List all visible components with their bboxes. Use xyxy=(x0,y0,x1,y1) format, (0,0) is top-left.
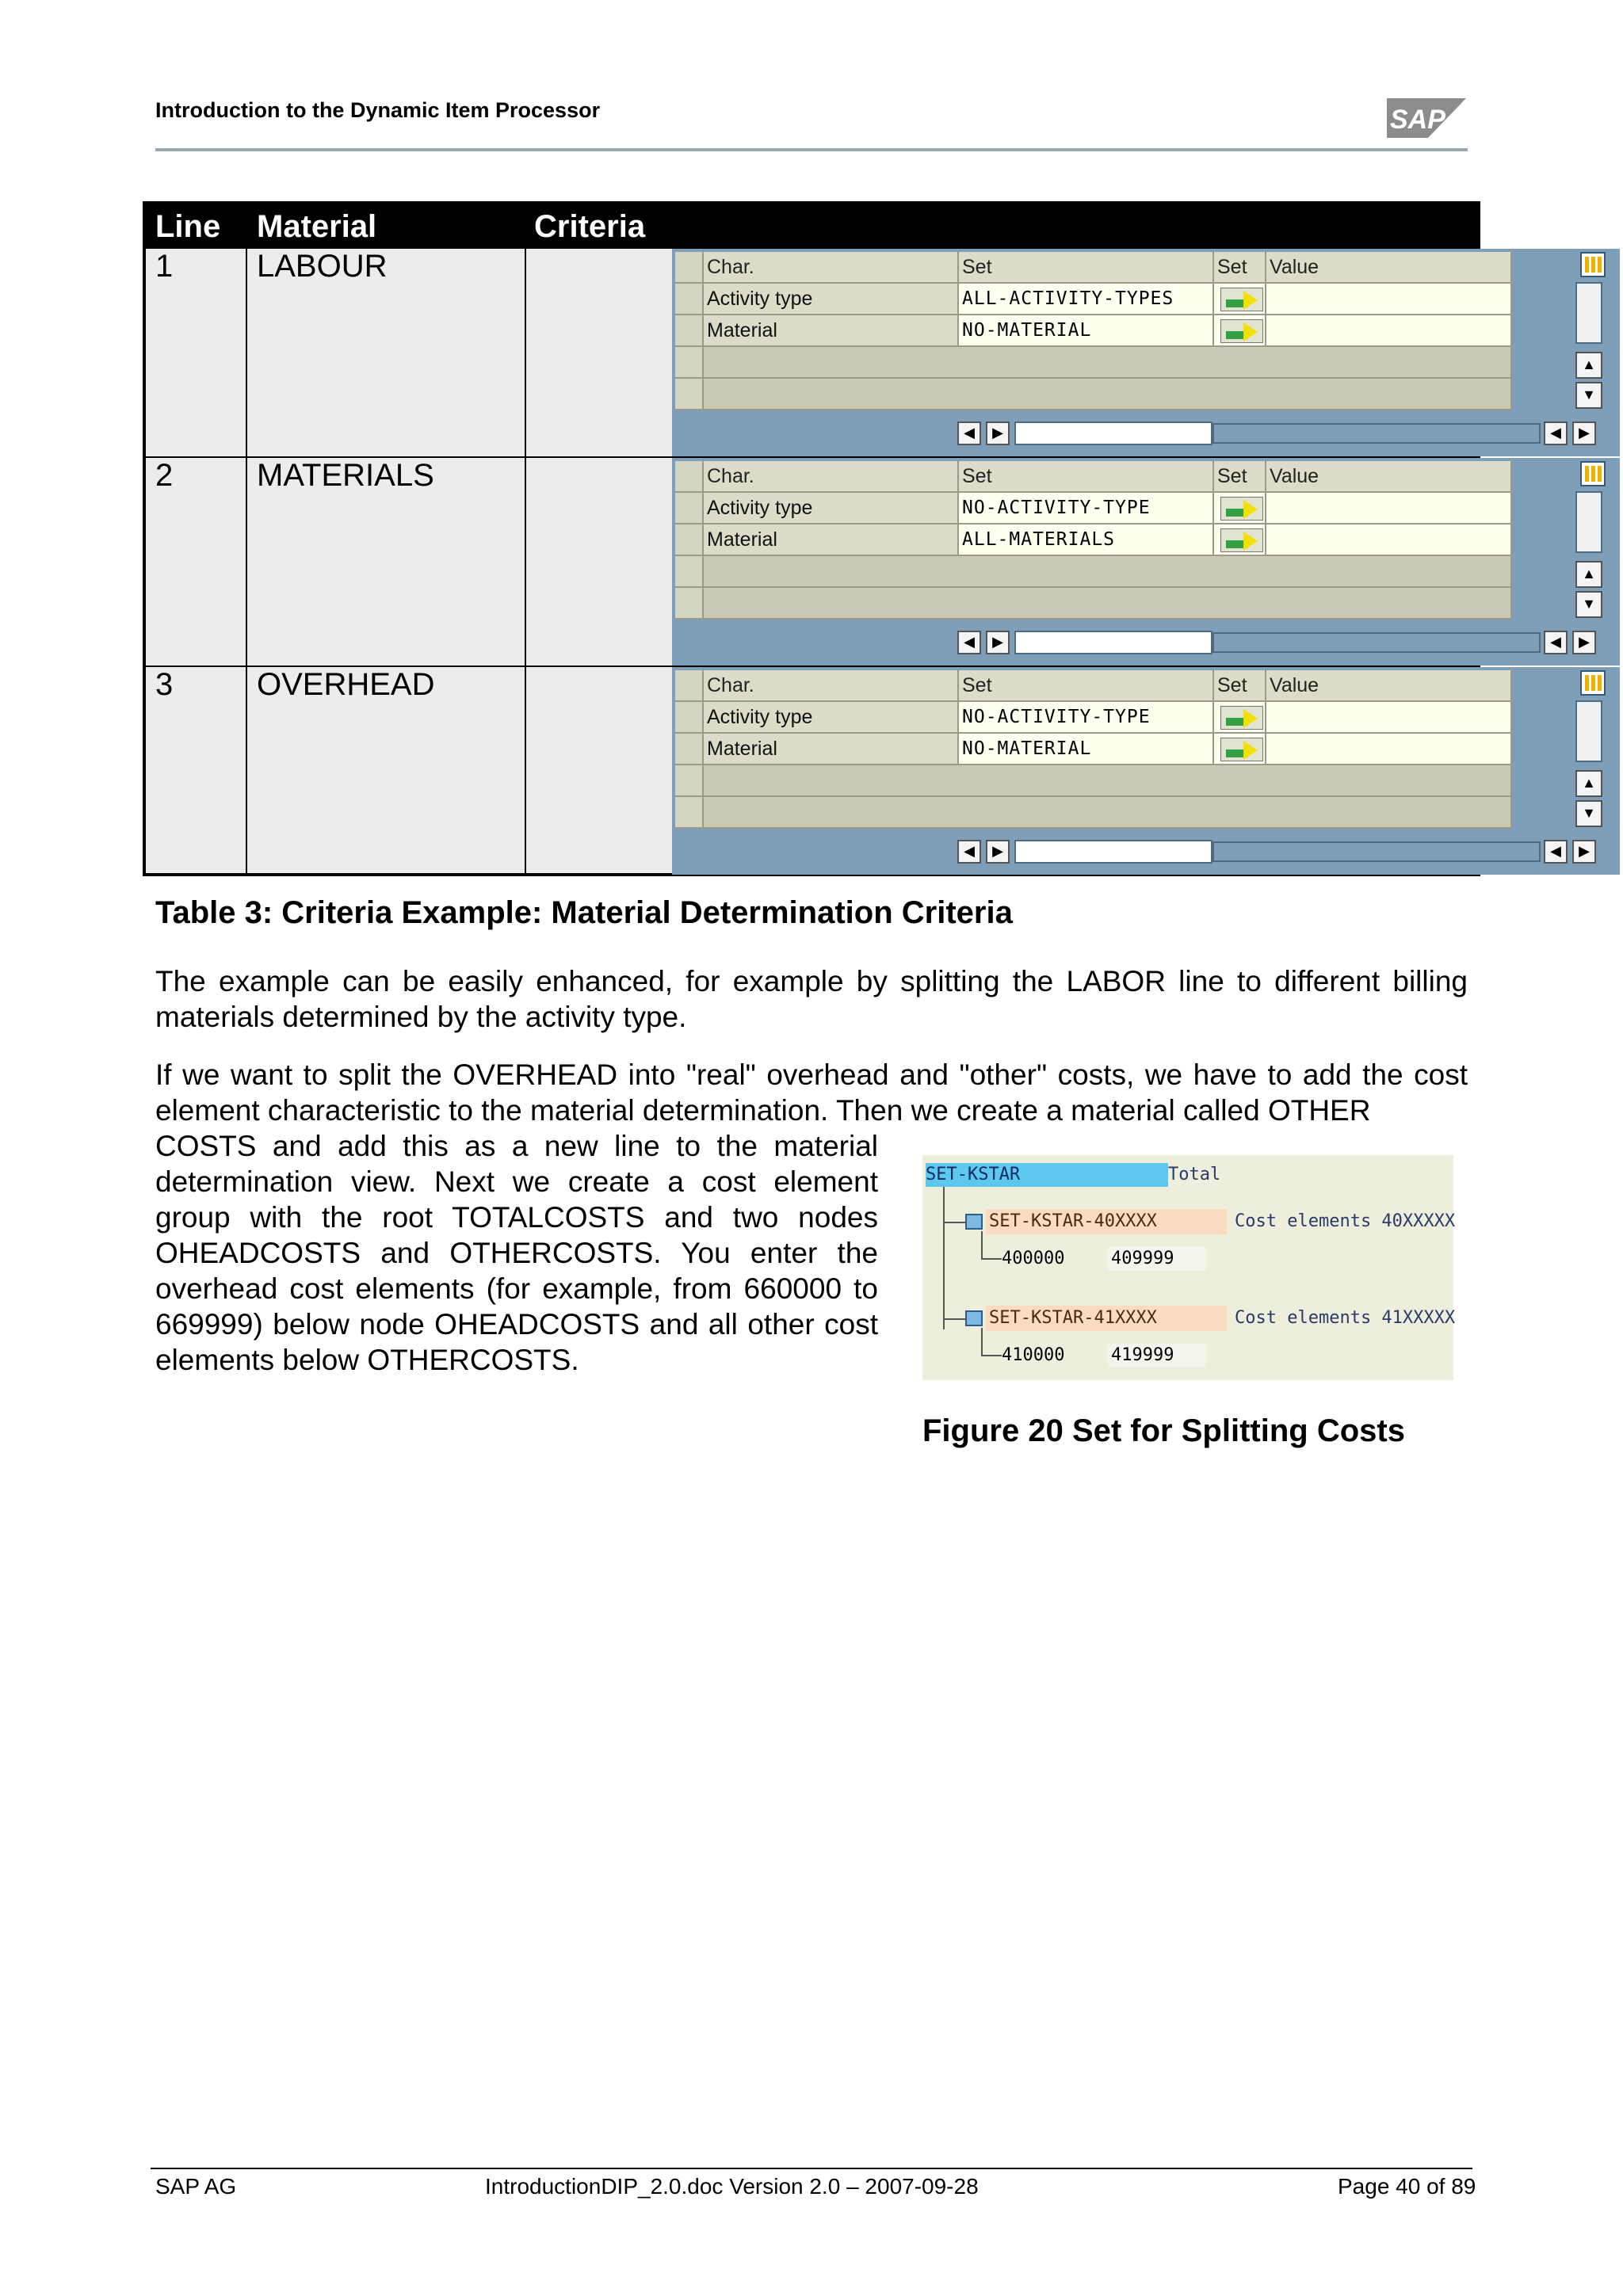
arrow-right-icon xyxy=(1220,528,1263,552)
grid-header-set[interactable]: Set xyxy=(959,252,1214,284)
horizontal-scrollbar[interactable] xyxy=(1014,631,1212,654)
column-divider xyxy=(246,204,247,873)
tree-connector xyxy=(981,1355,1002,1356)
grid-header-set-button[interactable]: Set xyxy=(1214,461,1266,493)
grid-value-cell[interactable] xyxy=(1266,493,1512,524)
row-selector[interactable] xyxy=(675,524,704,556)
row-selector[interactable] xyxy=(675,734,704,765)
scroll-left-button[interactable]: ◀ xyxy=(957,421,981,445)
horizontal-scrollbar-track[interactable] xyxy=(1212,423,1541,444)
interval-from: 400000 xyxy=(1002,1249,1065,1268)
figure-caption: Figure 20 Set for Splitting Costs xyxy=(922,1413,1405,1448)
vertical-scrollbar[interactable] xyxy=(1575,282,1602,344)
grid-value-cell[interactable] xyxy=(1266,702,1512,734)
grid-header-char[interactable]: Char. xyxy=(704,461,959,493)
grid-set-cell[interactable]: NO-ACTIVITY-TYPE xyxy=(959,702,1214,734)
grid-header-value[interactable]: Value xyxy=(1266,670,1512,702)
interval-from: 410000 xyxy=(1002,1345,1065,1365)
grid-char-cell: Material xyxy=(704,524,959,556)
scroll-right-button[interactable]: ▶ xyxy=(1572,840,1596,864)
grid-value-cell[interactable] xyxy=(1266,524,1512,556)
layout-settings-icon[interactable] xyxy=(1580,461,1606,486)
set-arrow-button[interactable] xyxy=(1214,702,1266,734)
grid-char-cell: Activity type xyxy=(704,284,959,315)
table-header-row xyxy=(146,204,1477,249)
row-1-material: LABOUR xyxy=(257,249,388,284)
grid-header-set-button[interactable]: Set xyxy=(1214,252,1266,284)
grid-value-cell[interactable] xyxy=(1266,284,1512,315)
grid-char-cell: Activity type xyxy=(704,493,959,524)
header-rule xyxy=(155,148,1468,151)
footer-rule xyxy=(151,2168,1472,2169)
scroll-down-button[interactable]: ▼ xyxy=(1575,800,1602,827)
paragraph: The example can be easily enhanced, for example by splitting the LABOR line to different billing materials determined by the activity type. xyxy=(155,965,1468,1033)
empty-grid-row xyxy=(704,379,1512,410)
scroll-left-button[interactable]: ◀ xyxy=(1544,840,1568,864)
grid-select-all[interactable] xyxy=(675,670,704,702)
scroll-down-button[interactable]: ▼ xyxy=(1575,382,1602,409)
horizontal-scrollbar[interactable] xyxy=(1014,840,1212,864)
table-caption: Table 3: Criteria Example: Material Determination Criteria xyxy=(155,895,1013,930)
grid-set-cell[interactable]: ALL-MATERIALS xyxy=(959,524,1214,556)
scroll-up-button[interactable]: ▲ xyxy=(1575,770,1602,797)
column-header-material: Material xyxy=(257,209,377,244)
interval-to: 419999 xyxy=(1108,1344,1206,1367)
row-selector[interactable] xyxy=(675,765,704,797)
column-divider xyxy=(525,204,526,873)
grid-select-all[interactable] xyxy=(675,461,704,493)
grid-set-cell[interactable]: NO-ACTIVITY-TYPE xyxy=(959,493,1214,524)
scroll-right-button[interactable]: ▶ xyxy=(1572,421,1596,445)
grid-header-set[interactable]: Set xyxy=(959,670,1214,702)
arrow-right-icon xyxy=(1220,497,1263,521)
empty-grid-row xyxy=(704,588,1512,620)
set-arrow-button[interactable] xyxy=(1214,315,1266,347)
empty-grid-row xyxy=(704,556,1512,588)
node-set-description: Cost elements 40XXXXX xyxy=(1235,1211,1456,1231)
folder-icon[interactable] xyxy=(965,1310,983,1326)
tree-connector xyxy=(981,1258,1002,1260)
row-2-material: MATERIALS xyxy=(257,458,434,493)
criteria-grid-row-3 xyxy=(672,667,1620,875)
grid-set-cell[interactable]: NO-MATERIAL xyxy=(959,734,1214,765)
grid-char-cell: Material xyxy=(704,315,959,347)
row-selector[interactable] xyxy=(675,315,704,347)
horizontal-scrollbar-track[interactable] xyxy=(1212,632,1541,653)
arrow-right-icon xyxy=(1220,706,1263,730)
row-selector[interactable] xyxy=(675,379,704,410)
grid-value-cell[interactable] xyxy=(1266,734,1512,765)
empty-grid-row xyxy=(704,797,1512,829)
node-set-name[interactable]: SET-KSTAR-41XXXX xyxy=(986,1306,1227,1331)
grid-char-cell: Material xyxy=(704,734,959,765)
paragraph-continued: COSTS and add this as a new line to the material determination view. Next we create a cost element group with the root TOTALCOSTS and two nodes OHEADCOSTS and OTHERCOSTS. You enter the overhead cost elements (for example, from 660000 to 669999) below node OHEADCOSTS and all other cost elements below OTHERCOSTS. xyxy=(155,1130,878,1376)
grid-select-all[interactable] xyxy=(675,252,704,284)
grid-set-cell[interactable]: NO-MATERIAL xyxy=(959,315,1214,347)
scroll-right-button[interactable]: ▶ xyxy=(986,631,1010,654)
column-header-line: Line xyxy=(155,209,221,244)
row-selector[interactable] xyxy=(675,556,704,588)
scroll-up-button[interactable]: ▲ xyxy=(1575,352,1602,379)
scroll-right-button[interactable]: ▶ xyxy=(986,840,1010,864)
set-arrow-button[interactable] xyxy=(1214,493,1266,524)
grid-header-char[interactable]: Char. xyxy=(704,670,959,702)
arrow-right-icon xyxy=(1220,319,1263,343)
scroll-left-button[interactable]: ◀ xyxy=(1544,631,1568,654)
scroll-left-button[interactable]: ◀ xyxy=(957,631,981,654)
row-1-line: 1 xyxy=(155,249,174,284)
footer-document-info: IntroductionDIP_2.0.doc Version 2.0 – 2007-09-28 xyxy=(485,2174,979,2199)
scroll-left-button[interactable]: ◀ xyxy=(1544,421,1568,445)
tree-connector xyxy=(981,1328,983,1355)
interval-to: 409999 xyxy=(1108,1247,1206,1271)
grid-header-char[interactable]: Char. xyxy=(704,252,959,284)
layout-settings-icon[interactable] xyxy=(1580,670,1606,696)
horizontal-scrollbar-track[interactable] xyxy=(1212,841,1541,862)
criteria-grid-row-2 xyxy=(672,458,1620,666)
tree-connector xyxy=(943,1187,945,1329)
grid-set-cell[interactable]: ALL-ACTIVITY-TYPES xyxy=(959,284,1214,315)
grid-header-value[interactable]: Value xyxy=(1266,252,1512,284)
scroll-down-button[interactable]: ▼ xyxy=(1575,591,1602,618)
criteria-grid-row-1 xyxy=(672,249,1620,456)
paragraph: If we want to split the OVERHEAD into "real" overhead and "other" costs, we have to add the cost element characteristic to the material determination. Then we create a material called OTHER xyxy=(155,1058,1468,1127)
row-selector[interactable] xyxy=(675,797,704,829)
grid-header-set-button[interactable]: Set xyxy=(1214,670,1266,702)
layout-settings-icon[interactable] xyxy=(1580,252,1606,277)
tree-connector xyxy=(943,1318,965,1320)
empty-grid-row xyxy=(704,347,1512,379)
node-set-name[interactable]: SET-KSTAR-40XXXX xyxy=(986,1209,1227,1234)
sap-logo xyxy=(1387,98,1466,138)
row-3-material: OVERHEAD xyxy=(257,667,435,702)
vertical-scrollbar[interactable] xyxy=(1575,491,1602,553)
folder-icon[interactable] xyxy=(965,1214,983,1230)
grid-value-cell[interactable] xyxy=(1266,315,1512,347)
scroll-right-button[interactable]: ▶ xyxy=(986,421,1010,445)
scroll-left-button[interactable]: ◀ xyxy=(957,840,981,864)
node-set-description: Cost elements 41XXXXX xyxy=(1235,1308,1456,1328)
vertical-scrollbar[interactable] xyxy=(1575,700,1602,762)
tree-connector xyxy=(981,1231,983,1258)
row-selector[interactable] xyxy=(675,493,704,524)
set-arrow-button[interactable] xyxy=(1214,284,1266,315)
footer-company: SAP AG xyxy=(155,2174,237,2199)
row-selector[interactable] xyxy=(675,588,704,620)
row-selector[interactable] xyxy=(675,702,704,734)
row-3-line: 3 xyxy=(155,667,174,702)
grid-header-set[interactable]: Set xyxy=(959,461,1214,493)
row-2-line: 2 xyxy=(155,458,174,493)
arrow-right-icon xyxy=(1220,738,1263,761)
arrow-right-icon xyxy=(1220,288,1263,311)
svg-text:SAP: SAP xyxy=(1390,105,1445,135)
grid-header-value[interactable]: Value xyxy=(1266,461,1512,493)
scroll-up-button[interactable]: ▲ xyxy=(1575,561,1602,588)
empty-grid-row xyxy=(704,765,1512,797)
set-arrow-button[interactable] xyxy=(1214,524,1266,556)
grid-char-cell: Activity type xyxy=(704,702,959,734)
scroll-right-button[interactable]: ▶ xyxy=(1572,631,1596,654)
row-selector[interactable] xyxy=(675,347,704,379)
root-set-description: Total xyxy=(1168,1165,1221,1184)
row-selector[interactable] xyxy=(675,284,704,315)
column-header-criteria: Criteria xyxy=(534,209,646,244)
document-header-title: Introduction to the Dynamic Item Processor xyxy=(155,98,601,122)
criteria-table xyxy=(143,201,1596,876)
horizontal-scrollbar[interactable] xyxy=(1014,421,1212,445)
set-arrow-button[interactable] xyxy=(1214,734,1266,765)
cost-element-set-figure xyxy=(922,1155,1456,1380)
tree-connector xyxy=(943,1222,965,1223)
footer-page-number: Page 40 of 89 xyxy=(1338,2174,1476,2199)
root-set-name[interactable]: SET-KSTAR xyxy=(926,1163,1168,1187)
